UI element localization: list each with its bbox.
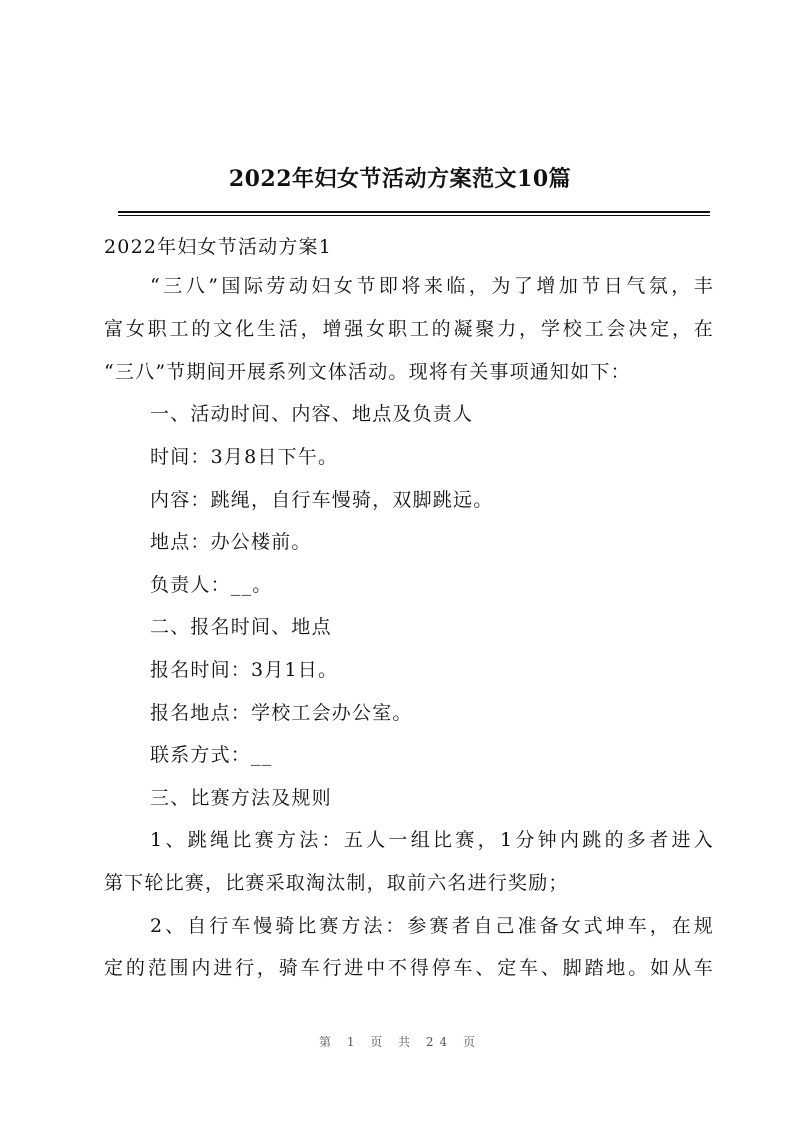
paragraph-line: “三八”节期间开展系列文体活动。现将有关事项通知如下： [104,361,631,383]
list-item: 联系方式：__ [150,744,273,766]
list-item: 地点：办公楼前。 [150,531,312,553]
section-heading: 2022年妇女节活动方案1 [104,236,333,258]
list-heading: 三、比赛方法及规则 [150,787,332,809]
title-rule-thin [118,215,710,216]
list-item: 报名地点：学校工会办公室。 [150,702,413,724]
title-rule-thick [118,211,710,213]
paragraph-line: 2、自行车慢骑比赛方法：参赛者自己准备女式坤车，在规 [150,915,714,937]
paragraph-line: 富女职工的文化生活，增强女职工的凝聚力，学校工会决定，在 [104,318,714,340]
paragraph-line: “三八”国际劳动妇女节即将来临，为了增加节日气氛，丰 [150,275,714,297]
list-item: 时间：3月8日下午。 [150,446,339,468]
paragraph-line: 第下轮比赛，比赛采取淘汰制，取前六名进行奖励； [104,872,569,894]
list-item: 内容：跳绳，自行车慢骑，双脚跳远。 [150,489,494,511]
list-heading: 二、报名时间、地点 [150,616,332,638]
paragraph-line: 定的范围内进行，骑车行进中不得停车、定车、脚踏地。如从车 [104,957,714,979]
list-heading: 一、活动时间、内容、地点及负责人 [150,403,474,425]
page-footer: 第 1 页 共 24 页 [319,1035,481,1049]
page-title: 2022年妇女节活动方案范文10篇 [228,166,572,192]
list-item: 报名时间：3月1日。 [150,659,339,681]
list-item: 负责人：__。 [150,574,273,596]
paragraph-line: 1、跳绳比赛方法：五人一组比赛，1分钟内跳的多者进入 [150,829,714,851]
